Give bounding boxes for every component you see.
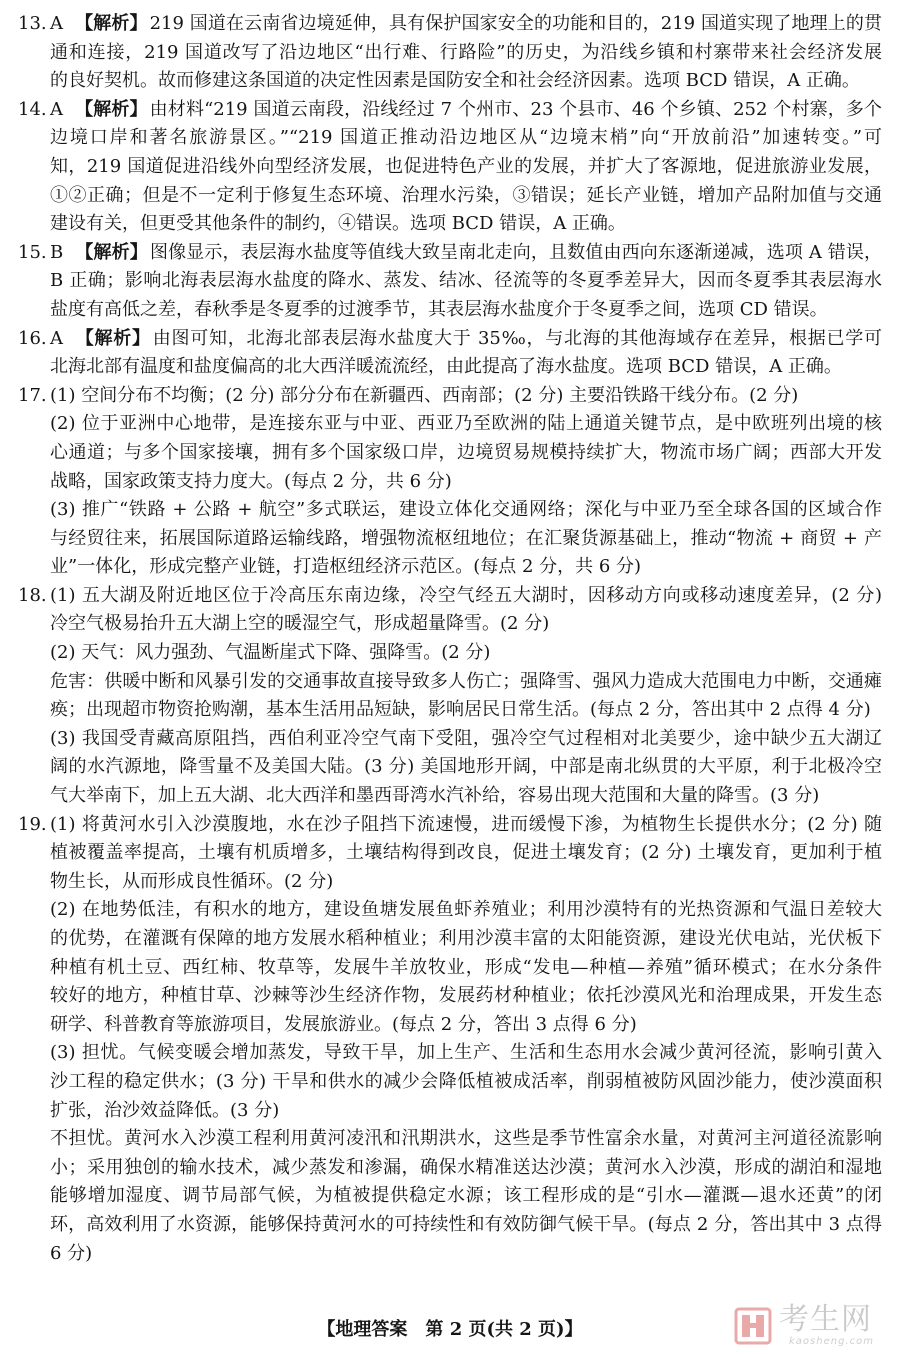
line-text: 的良好契机。故而修建这条国道的决定性因素是国防安全和社会经济因素。选项 BCD 错误，A 正确。 — [50, 70, 860, 92]
line-text: 通和连接，219 国道改写了沿边地区“出行难、行路险”的历史，为沿线乡镇和村寨带来社会经济发展 — [50, 41, 882, 63]
watermark-url: kaosheng.com — [789, 1336, 874, 1347]
answer-line — [18, 553, 882, 582]
line-text: 战略，国家政策支持力度大。(每点 2 分，共 6 分) — [50, 470, 452, 492]
answer-line — [18, 1039, 882, 1068]
line-text: (2) 位于亚洲中心地带，是连接东亚与中亚、西亚乃至欧洲的陆上通道关键节点，是中欧班列出境的核 — [50, 413, 882, 435]
line-text: 痪；出现超市物资抢购潮，基本生活用品短缺，影响居民日常生活。(每点 2 分，答出其中 2 点得 4 分) — [50, 699, 871, 721]
answer-item — [18, 325, 882, 382]
line-text: 知，219 国道促进沿线外向型经济发展，也促进特色产业的发展，并扩大了客源地，促进旅游业发展， — [50, 155, 882, 177]
line-text: 由材料“219 国道云南段，沿线经过 7 个州市、23 个县市、46 个乡镇、252 个村寨，多个 — [149, 98, 882, 120]
answer-line — [18, 868, 882, 897]
watermark-name: 考生网 — [779, 1302, 872, 1337]
watermark — [733, 1302, 883, 1350]
analysis-tag: 【解析】 — [75, 98, 148, 120]
answer-line — [18, 439, 882, 468]
question-number: 13. — [18, 13, 47, 34]
answer-line — [18, 239, 882, 268]
line-text: 由图可知，北海北部表层海水盐度大于 35‰，与北海的其他海域存在差异，根据已学可 — [152, 327, 882, 349]
answer-line — [18, 1154, 882, 1183]
question-number: 17. — [18, 384, 47, 406]
answer-line — [18, 267, 882, 296]
line-text: 种植有机土豆、西红柿、牧草等，发展牛羊放牧业，形成“发电—种植—养殖”循环模式；在水分条件 — [50, 956, 882, 978]
answer-line — [18, 525, 882, 554]
line-text: 能够增加湿度、调节局部气候，为植被提供稳定水源；该工程形成的是“引水—灌溉—退水还黄”的闭 — [50, 1185, 882, 1207]
answer-item — [18, 239, 882, 325]
answer-item — [18, 811, 882, 1269]
analysis-tag: 【解析】 — [75, 241, 148, 263]
line-text: (1) 将黄河水引入沙漠腹地，水在沙子阻挡下流速慢，进而缓慢下渗，为植物生长提供水分；(2 分) 随 — [50, 813, 882, 835]
answer-line — [18, 325, 882, 354]
answer-item — [18, 96, 882, 239]
line-text: 物生长，从而形成良性循环。(2 分) — [50, 870, 334, 892]
line-text: 小；采用独创的输水技术，减少蒸发和渗漏，确保水精准送达沙漠；黄河水入沙漠，形成的湖泊和湿地 — [50, 1156, 882, 1178]
answer-line — [18, 954, 882, 983]
answer-line — [18, 182, 882, 211]
line-text: (1) 空间分布不均衡；(2 分) 部分分布在新疆西、西南部；(2 分) 主要沿铁路干线分布。(2 分) — [50, 384, 799, 406]
analysis-tag: 【解析】 — [75, 13, 148, 34]
line-text: 阔的水汽源地，降雪量不及美国大陆。(3 分) 美国地形开阔，中部是南北纵贯的大平原，利于北极冷空 — [50, 756, 882, 778]
line-text: 较好的地方，种植甘草、沙棘等沙生经济作物，发展药材种植业；依托沙漠风光和治理成果，开发生态 — [50, 985, 882, 1007]
line-text: B 正确；影响北海表层海水盐度的降水、蒸发、结冰、径流等的冬夏季差异大，因而冬夏季其表层海水 — [50, 270, 882, 292]
answer-line — [18, 153, 882, 182]
line-text: 边境口岸和著名旅游景区。”“219 国道正推动沿边地区从“边境末梢”向“开放前沿”加速转变。”可 — [50, 127, 882, 149]
line-text: 沙工程的稳定供水；(3 分) 干旱和供水的减少会降低植被成活率，削弱植被防风固沙能力，使沙漠面积 — [50, 1070, 882, 1092]
answer-line — [18, 782, 882, 811]
answer-line — [18, 10, 882, 39]
answer-line — [18, 496, 882, 525]
answer-line — [18, 1125, 882, 1154]
line-text: 气大举南下，加上五大湖、北大西洋和墨西哥湾水汽补给，容易出现大范围和大量的降雪。(3 分) — [50, 785, 820, 807]
answer-line — [18, 382, 882, 411]
answer-line — [18, 1211, 882, 1240]
line-text: (3) 推广“铁路 + 公路 + 航空”多式联运，建设立体化交通网络；深化与中亚乃至全球各国的区域合作 — [50, 499, 882, 521]
line-text: (1) 五大湖及附近地区位于冷高压东南边缘，冷空气经五大湖时，因移动方向或移动速度差异，(2 分) — [50, 584, 882, 606]
analysis-tag: 【解析】 — [75, 327, 151, 349]
line-text: 植被覆盖率提高，土壤有机质增多，土壤结构得到改良，促进土壤发育；(2 分) 土壤发育，更加利于植 — [50, 842, 882, 864]
line-text: 与经贸往来，拓展国际道路运输线路，增强物流枢纽地位；在汇聚货源基础上，推动“物流 + 商贸 + 产 — [50, 527, 882, 549]
question-number: 19. — [18, 813, 47, 835]
line-text: (2) 天气：风力强劲、气温断崖式下降、强降雪。(2 分) — [50, 642, 491, 664]
answer-line — [18, 1011, 882, 1040]
question-number: 14. — [18, 98, 47, 120]
answer-key-body — [18, 10, 882, 1268]
question-number: 15. — [18, 241, 47, 263]
line-text: (3) 担忧。气候变暖会增加蒸发，导致干旱，加上生产、生活和生态用水会减少黄河径流，影响引黄入 — [50, 1042, 882, 1064]
line-text: 心通道；与多个国家接壤，拥有多个国家级口岸，边境贸易规模持续扩大，物流市场广阔；西部大开发 — [50, 441, 882, 463]
line-text: 环，高效利用了水资源，能够保持黄河水的可持续性和有效防御气候干旱。(每点 2 分，答出其中 3 点得 — [50, 1213, 882, 1235]
answer-line — [18, 1097, 882, 1126]
answer-line — [18, 668, 882, 697]
question-number: 16. — [18, 327, 47, 349]
answer-line — [18, 39, 882, 68]
answer-line — [18, 1182, 882, 1211]
answer-choice: B — [50, 241, 64, 263]
answer-line — [18, 210, 882, 239]
answer-line — [18, 811, 882, 840]
line-text: (2) 在地势低洼，有积水的地方，建设鱼塘发展鱼虾养殖业；利用沙漠特有的光热资源和气温日差较大 — [50, 899, 882, 921]
line-text: 北海北部有温度和盐度偏高的北大西洋暖流流经，由此提高了海水盐度。选项 BCD 错误，A 正确。 — [50, 356, 842, 378]
answer-line — [18, 582, 882, 611]
answer-line — [18, 925, 882, 954]
line-text: 不担忧。黄河水入沙漠工程利用黄河凌汛和汛期洪水，这些是季节性富余水量，对黄河主河道径流影响 — [50, 1128, 882, 1150]
line-text: 219 国道在云南省边境延伸，具有保护国家安全的功能和目的，219 国道实现了地理上的贯 — [149, 13, 882, 34]
answer-line — [18, 296, 882, 325]
answer-choice: A — [50, 98, 63, 120]
line-text: 图像显示，表层海水盐度等值线大致呈南北走向，且数值由西向东逐渐递减，选项 A 错误， — [149, 241, 882, 263]
line-text: 6 分) — [50, 1242, 93, 1264]
answer-line — [18, 753, 882, 782]
line-text: (3) 我国受青藏高原阻挡，西伯利亚冷空气南下受阻，强冷空气过程相对北美要少，途中缺少五大湖辽 — [50, 727, 882, 749]
answer-line — [18, 696, 882, 725]
line-text: 业”一体化，形成完整产业链，打造枢纽经济示范区。(每点 2 分，共 6 分) — [50, 556, 642, 578]
answer-line — [18, 1240, 882, 1269]
line-text: 盐度有高低之差，春秋季是冬夏季的过渡季节，其表层海水盐度介于冬夏季之间，选项 CD 错误。 — [50, 298, 828, 320]
line-text: 扩张，治沙效益降低。(3 分) — [50, 1099, 280, 1121]
line-text: 危害：供暖中断和风暴引发的交通事故直接导致多人伤亡；强降雪、强风力造成大范围电力中断，交通瘫 — [50, 670, 882, 692]
line-text: 研学、科普教育等旅游项目，发展旅游业。(每点 2 分，答出 3 点得 6 分) — [50, 1013, 637, 1035]
answer-item — [18, 582, 882, 811]
answer-line — [18, 353, 882, 382]
answer-line — [18, 124, 882, 153]
line-text: 冷空气极易抬升五大湖上空的暖湿空气，形成超量降雪。(2 分) — [50, 613, 550, 635]
line-text: ①②正确；但是不一定利于修复生态环境、治理水污染，③错误；延长产业链，增加产品附加值与交通 — [50, 184, 882, 206]
kaosheng-logo-icon — [733, 1306, 773, 1346]
line-text: 的优势，在灌溉有保障的地方发展水稻种植业；利用沙漠丰富的太阳能资源，建设光伏电站，光伏板下 — [50, 928, 882, 949]
answer-line — [18, 67, 882, 96]
answer-line — [18, 468, 882, 497]
answer-line — [18, 639, 882, 668]
answer-line — [18, 1068, 882, 1097]
line-text: 建设有关，但更受其他条件的制约，④错误。选项 BCD 错误，A 正确。 — [50, 213, 626, 235]
answer-line — [18, 96, 882, 125]
answer-line — [18, 725, 882, 754]
answer-line — [18, 896, 882, 925]
answer-line — [18, 610, 882, 639]
page-footer: 【地理答案 第 2 页(共 2 页)】 — [317, 1319, 583, 1340]
answer-item — [18, 382, 882, 582]
answer-line — [18, 410, 882, 439]
question-number: 18. — [18, 584, 47, 606]
answer-choice: A — [50, 13, 63, 34]
answer-line — [18, 982, 882, 1011]
answer-choice: A — [50, 327, 63, 349]
answer-line — [18, 839, 882, 868]
answer-item — [18, 10, 882, 96]
